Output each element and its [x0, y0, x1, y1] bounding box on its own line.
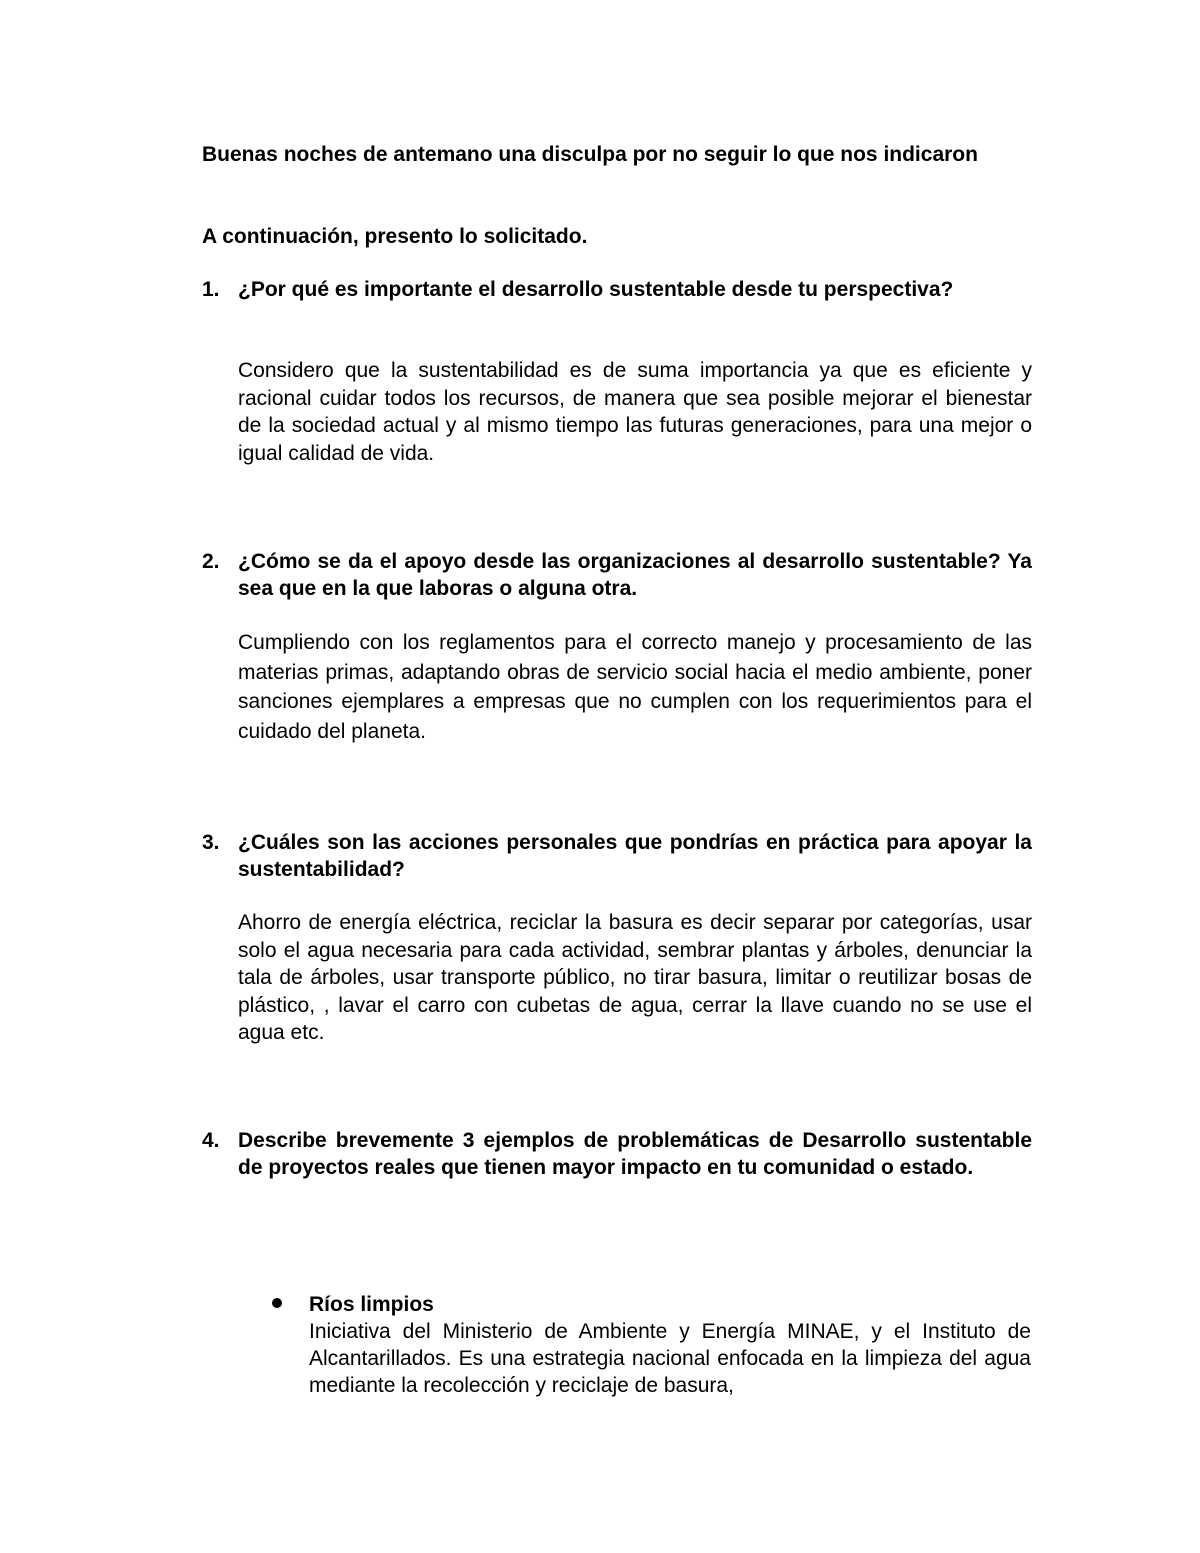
lead-paragraph: A continuación, presento lo solicitado. [202, 225, 588, 248]
question-4-number: 4. [202, 1129, 220, 1152]
question-1-number: 1. [202, 278, 220, 301]
answer-2-text: Cumpliendo con los reglamentos para el correcto manejo y procesamiento de las materias primas, adaptando obras de servicio social hacia el medio ambiente, poner sanciones ejemplares a empresas que no cumplen con los requerimientos para el cuidado del planeta. [238, 631, 1032, 743]
question-3-text: ¿Cuáles son las acciones personales que pondrías en práctica para apoyar la sustentabilidad? [238, 831, 1032, 881]
bullet-1-title: Ríos limpios [309, 1293, 434, 1316]
bullet-dot-icon [272, 1298, 282, 1308]
bullet-1-text: Iniciativa del Ministerio de Ambiente y Energía MINAE, y el Instituto de Alcantarillados. Es una estrategia nacional enfocada en la limpieza del agua mediante la recolección y reciclaje de basura, [309, 1320, 1031, 1397]
answer-3-text: Ahorro de energía eléctrica, reciclar la basura es decir separar por categorías, usar solo el agua necesaria para cada actividad, sembrar plantas y árboles, denunciar la tala de árboles, usar transporte público, no tirar basura, limitar o reutilizar bosas de plástico, , lavar el carro con cubetas de agua, cerrar la llave cuando no se use el agua etc. [238, 911, 1032, 1044]
question-4-text: Describe brevemente 3 ejemplos de problemáticas de Desarrollo sustentable de proyectos reales que tienen mayor impacto en tu comunidad o estado. [238, 1129, 1032, 1179]
intro-paragraph: Buenas noches de antemano una disculpa por no seguir lo que nos indicaron [202, 143, 978, 166]
answer-1-text: Considero que la sustentabilidad es de suma importancia ya que es eficiente y racional cuidar todos los recursos, de manera que sea posible mejorar el bienestar de la sociedad actual y al mismo tiempo las futuras generaciones, para una mejor o igual calidad de vida. [238, 359, 1032, 465]
question-2-number: 2. [202, 550, 220, 573]
question-1-text: ¿Por qué es importante el desarrollo sustentable desde tu perspectiva? [238, 278, 954, 301]
question-3-number: 3. [202, 831, 220, 854]
question-2-text: ¿Cómo se da el apoyo desde las organizaciones al desarrollo sustentable? Ya sea que en la que laboras o alguna otra. [238, 550, 1032, 600]
